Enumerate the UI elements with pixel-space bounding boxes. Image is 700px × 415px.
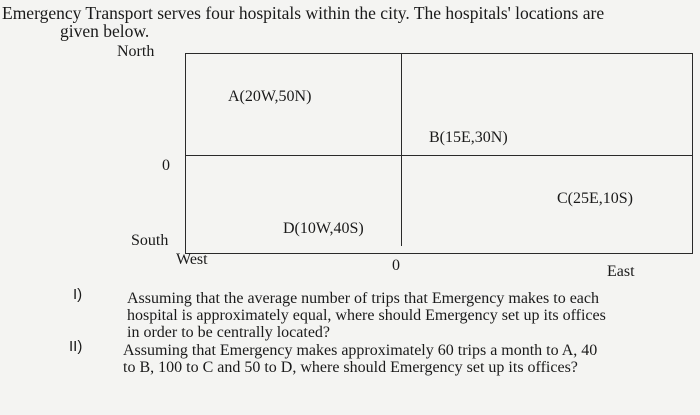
hospital-c-label: C(25E,10S): [557, 190, 633, 207]
north-label: North: [117, 43, 155, 60]
origin-x-label: 0: [392, 257, 400, 274]
intro-line-2: given below.: [60, 21, 150, 41]
west-label: West: [176, 251, 208, 268]
hospital-a-label: A(20W,50N): [228, 88, 312, 105]
east-label: East: [607, 263, 635, 280]
question-2-line-2: to B, 100 to C and 50 to D, where should Emergency set up its offices?: [123, 359, 578, 376]
question-2-number: II): [69, 338, 83, 355]
question-1-line-1: Assuming that the average number of trips that Emergency makes to each: [127, 290, 599, 307]
question-1-number: I): [73, 286, 83, 303]
south-label: South: [131, 232, 169, 249]
hospital-d-label: D(10W,40S): [283, 220, 364, 237]
location-grid: [185, 53, 693, 254]
origin-y-label: 0: [162, 157, 170, 174]
hospital-b-label: B(15E,30N): [429, 129, 508, 146]
intro-line-1: Emergency Transport serves four hospitals within the city. The hospitals' locations are: [2, 3, 605, 23]
question-1-line-2: hospital is approximately equal, where should Emergency set up its offices: [127, 307, 606, 324]
question-2-line-1: Assuming that Emergency makes approximately 60 trips a month to A, 40: [123, 342, 598, 359]
grid-vertical-axis: [401, 53, 402, 246]
question-1-line-3: in order to be centrally located?: [127, 324, 331, 341]
grid-horizontal-axis: [185, 155, 693, 156]
